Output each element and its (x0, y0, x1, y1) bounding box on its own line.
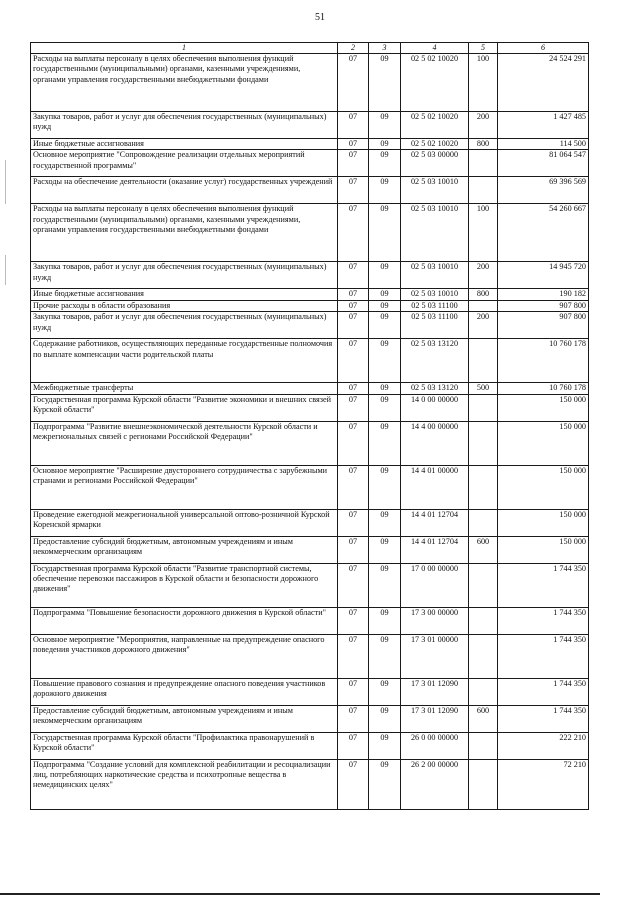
row-subsection: 09 (369, 732, 401, 759)
row-expense-type (469, 509, 498, 536)
row-name: Закупка товаров, работ и услуг для обеспечения государственных (муниципальных) нужд (31, 262, 338, 289)
row-amount: 1 744 350 (498, 563, 589, 607)
row-section: 07 (338, 150, 369, 177)
table-row (31, 705, 589, 732)
row-name: Основное мероприятие "Мероприятия, направленные на предупреждение опасного поведения участников дорожного движения" (31, 634, 338, 678)
row-target-code: 02 5 03 11100 (401, 300, 469, 311)
row-name: Подпрограмма "Повышение безопасности дорожного движения в Курской области" (31, 607, 338, 634)
row-expense-type: 600 (469, 536, 498, 563)
table-row (31, 289, 589, 300)
row-subsection: 09 (369, 465, 401, 509)
header-cell-3: 3 (369, 43, 401, 54)
row-section: 07 (338, 536, 369, 563)
row-target-code: 14 0 00 00000 (401, 394, 469, 421)
row-subsection: 09 (369, 705, 401, 732)
table-row (31, 339, 589, 383)
header-cell-5: 5 (469, 43, 498, 54)
header-cell-4: 4 (401, 43, 469, 54)
row-target-code: 14 4 01 12704 (401, 536, 469, 563)
row-name: Подпрограмма "Развитие внешнеэкономической деятельности Курской области и межрегиональных связей с регионами Российской Федерации" (31, 421, 338, 465)
row-expense-type (469, 634, 498, 678)
row-amount: 907 800 (498, 312, 589, 339)
row-subsection: 09 (369, 759, 401, 809)
row-amount: 10 760 178 (498, 339, 589, 383)
row-name: Иные бюджетные ассигнования (31, 289, 338, 300)
row-name: Повышение правового сознания и предупреждение опасного поведения участников дорожного движения (31, 678, 338, 705)
row-subsection: 09 (369, 339, 401, 383)
row-target-code: 26 0 00 00000 (401, 732, 469, 759)
row-name: Закупка товаров, работ и услуг для обеспечения государственных (муниципальных) нужд (31, 112, 338, 139)
row-section: 07 (338, 421, 369, 465)
row-name: Основное мероприятие "Расширение двустороннего сотрудничества с зарубежными странами и регионами Российской Федерации" (31, 465, 338, 509)
row-expense-type (469, 150, 498, 177)
row-amount: 72 210 (498, 759, 589, 809)
row-amount: 1 744 350 (498, 634, 589, 678)
row-amount: 150 000 (498, 509, 589, 536)
row-section: 07 (338, 563, 369, 607)
row-name: Государственная программа Курской области "Профилактика правонарушений в Курской области" (31, 732, 338, 759)
row-target-code: 14 4 01 00000 (401, 465, 469, 509)
row-name: Государственная программа Курской области "Развитие экономики и внешних связей Курской области" (31, 394, 338, 421)
row-name: Прочие расходы в области образования (31, 300, 338, 311)
margin-mark (5, 255, 6, 285)
row-section: 07 (338, 465, 369, 509)
row-section: 07 (338, 732, 369, 759)
table-row (31, 678, 589, 705)
row-name: Иные бюджетные ассигнования (31, 139, 338, 150)
row-section: 07 (338, 759, 369, 809)
row-section: 07 (338, 262, 369, 289)
table-row (31, 177, 589, 204)
table-row (31, 54, 589, 112)
row-target-code: 17 0 00 00000 (401, 563, 469, 607)
row-subsection: 09 (369, 678, 401, 705)
row-section: 07 (338, 607, 369, 634)
row-target-code: 02 5 03 10010 (401, 289, 469, 300)
row-name: Расходы на выплаты персоналу в целях обеспечения выполнения функций государственными (муниципальными) органами, казенными учреждениями, органами управления государственными внебюджетными фондами (31, 204, 338, 262)
row-section: 07 (338, 634, 369, 678)
table-row (31, 312, 589, 339)
row-name: Межбюджетные трансферты (31, 383, 338, 394)
row-target-code: 17 3 01 12090 (401, 678, 469, 705)
row-expense-type (469, 421, 498, 465)
table-row (31, 394, 589, 421)
row-amount: 114 500 (498, 139, 589, 150)
table-row (31, 732, 589, 759)
row-expense-type: 600 (469, 705, 498, 732)
table-row (31, 536, 589, 563)
row-subsection: 09 (369, 262, 401, 289)
row-subsection: 09 (369, 54, 401, 112)
row-target-code: 17 3 00 00000 (401, 607, 469, 634)
row-section: 07 (338, 139, 369, 150)
row-expense-type: 200 (469, 112, 498, 139)
row-subsection: 09 (369, 177, 401, 204)
table-row (31, 563, 589, 607)
row-expense-type (469, 465, 498, 509)
row-subsection: 09 (369, 312, 401, 339)
row-subsection: 09 (369, 112, 401, 139)
table-row (31, 634, 589, 678)
row-subsection: 09 (369, 509, 401, 536)
row-expense-type (469, 300, 498, 311)
row-target-code: 02 5 03 00000 (401, 150, 469, 177)
row-amount: 907 800 (498, 300, 589, 311)
row-target-code: 02 5 03 13120 (401, 383, 469, 394)
row-expense-type (469, 394, 498, 421)
row-amount: 150 000 (498, 394, 589, 421)
row-section: 07 (338, 112, 369, 139)
table-row (31, 421, 589, 465)
row-amount: 1 427 485 (498, 112, 589, 139)
row-target-code: 02 5 03 11100 (401, 312, 469, 339)
row-target-code: 02 5 03 10010 (401, 204, 469, 262)
page-bottom-rule (0, 893, 600, 895)
row-section: 07 (338, 312, 369, 339)
row-target-code: 17 3 01 12090 (401, 705, 469, 732)
row-subsection: 09 (369, 383, 401, 394)
row-amount: 190 182 (498, 289, 589, 300)
row-name: Содержание работников, осуществляющих переданные государственные полномочия по выплате компенсации части родительской платы (31, 339, 338, 383)
row-subsection: 09 (369, 139, 401, 150)
row-name: Государственная программа Курской области "Развитие транспортной системы, обеспечение перевозки пассажиров в Курской области и безопасности дорожного движения" (31, 563, 338, 607)
row-amount: 1 744 350 (498, 705, 589, 732)
row-subsection: 09 (369, 289, 401, 300)
row-target-code: 14 4 00 00000 (401, 421, 469, 465)
row-target-code: 14 4 01 12704 (401, 509, 469, 536)
table-row (31, 300, 589, 311)
row-target-code: 26 2 00 00000 (401, 759, 469, 809)
row-target-code: 02 5 03 13120 (401, 339, 469, 383)
row-amount: 81 064 547 (498, 150, 589, 177)
row-target-code: 02 5 02 10020 (401, 54, 469, 112)
header-row (31, 43, 589, 54)
row-section: 07 (338, 339, 369, 383)
row-target-code: 02 5 02 10020 (401, 139, 469, 150)
row-expense-type: 100 (469, 204, 498, 262)
row-amount: 1 744 350 (498, 678, 589, 705)
row-subsection: 09 (369, 394, 401, 421)
row-name: Основное мероприятие "Сопровождение реализации отдельных мероприятий государственной программы" (31, 150, 338, 177)
row-section: 07 (338, 383, 369, 394)
margin-mark (5, 160, 6, 204)
row-amount: 150 000 (498, 465, 589, 509)
table-row (31, 112, 589, 139)
row-name: Расходы на обеспечение деятельности (оказание услуг) государственных учреждений (31, 177, 338, 204)
row-section: 07 (338, 678, 369, 705)
row-expense-type (469, 177, 498, 204)
row-name: Предоставление субсидий бюджетным, автономным учреждениям и иным некоммерческим организациям (31, 705, 338, 732)
header-cell-2: 2 (338, 43, 369, 54)
row-expense-type (469, 732, 498, 759)
row-target-code: 02 5 03 10010 (401, 262, 469, 289)
table-row (31, 509, 589, 536)
row-subsection: 09 (369, 536, 401, 563)
row-section: 07 (338, 289, 369, 300)
row-expense-type (469, 678, 498, 705)
row-section: 07 (338, 394, 369, 421)
row-expense-type: 500 (469, 383, 498, 394)
row-subsection: 09 (369, 204, 401, 262)
row-section: 07 (338, 509, 369, 536)
page-number: 51 (315, 12, 325, 23)
row-name: Проведение ежегодной межрегиональной универсальной оптово-розничной Курской Коренской ярмарки (31, 509, 338, 536)
row-section: 07 (338, 204, 369, 262)
row-name: Подпрограмма "Создание условий для комплексной реабилитации и ресоциализации лиц, потребляющих наркотические средства и психотропные вещества в немедицинских целях" (31, 759, 338, 809)
row-section: 07 (338, 705, 369, 732)
row-amount: 1 744 350 (498, 607, 589, 634)
row-amount: 222 210 (498, 732, 589, 759)
row-expense-type: 200 (469, 262, 498, 289)
row-section: 07 (338, 54, 369, 112)
row-subsection: 09 (369, 150, 401, 177)
row-amount: 10 760 178 (498, 383, 589, 394)
row-target-code: 17 3 01 00000 (401, 634, 469, 678)
row-section: 07 (338, 177, 369, 204)
table-row (31, 204, 589, 262)
row-name: Расходы на выплаты персоналу в целях обеспечения выполнения функций государственными (муниципальными) органами, казенными учреждениями, органами управления государственными внебюджетными фондами (31, 54, 338, 112)
row-amount: 150 000 (498, 421, 589, 465)
table-row (31, 150, 589, 177)
row-name: Закупка товаров, работ и услуг для обеспечения государственных (муниципальных) нужд (31, 312, 338, 339)
row-subsection: 09 (369, 607, 401, 634)
row-section: 07 (338, 300, 369, 311)
row-target-code: 02 5 02 10020 (401, 112, 469, 139)
header-cell-6: 6 (498, 43, 589, 54)
row-amount: 24 524 291 (498, 54, 589, 112)
table-row (31, 759, 589, 809)
row-amount: 54 260 667 (498, 204, 589, 262)
row-expense-type: 800 (469, 289, 498, 300)
header-cell-1: 1 (31, 43, 338, 54)
row-amount: 69 396 569 (498, 177, 589, 204)
row-subsection: 09 (369, 563, 401, 607)
budget-table (30, 42, 589, 810)
row-subsection: 09 (369, 300, 401, 311)
table-row (31, 262, 589, 289)
row-expense-type (469, 339, 498, 383)
row-expense-type: 800 (469, 139, 498, 150)
row-expense-type (469, 759, 498, 809)
row-name: Предоставление субсидий бюджетным, автономным учреждениям и иным некоммерческим организациям (31, 536, 338, 563)
row-amount: 14 945 720 (498, 262, 589, 289)
row-expense-type: 100 (469, 54, 498, 112)
row-expense-type (469, 607, 498, 634)
row-expense-type (469, 563, 498, 607)
row-amount: 150 000 (498, 536, 589, 563)
table-row (31, 139, 589, 150)
table-row (31, 607, 589, 634)
row-target-code: 02 5 03 10010 (401, 177, 469, 204)
row-subsection: 09 (369, 421, 401, 465)
table-row (31, 383, 589, 394)
table-row (31, 465, 589, 509)
row-subsection: 09 (369, 634, 401, 678)
row-expense-type: 200 (469, 312, 498, 339)
